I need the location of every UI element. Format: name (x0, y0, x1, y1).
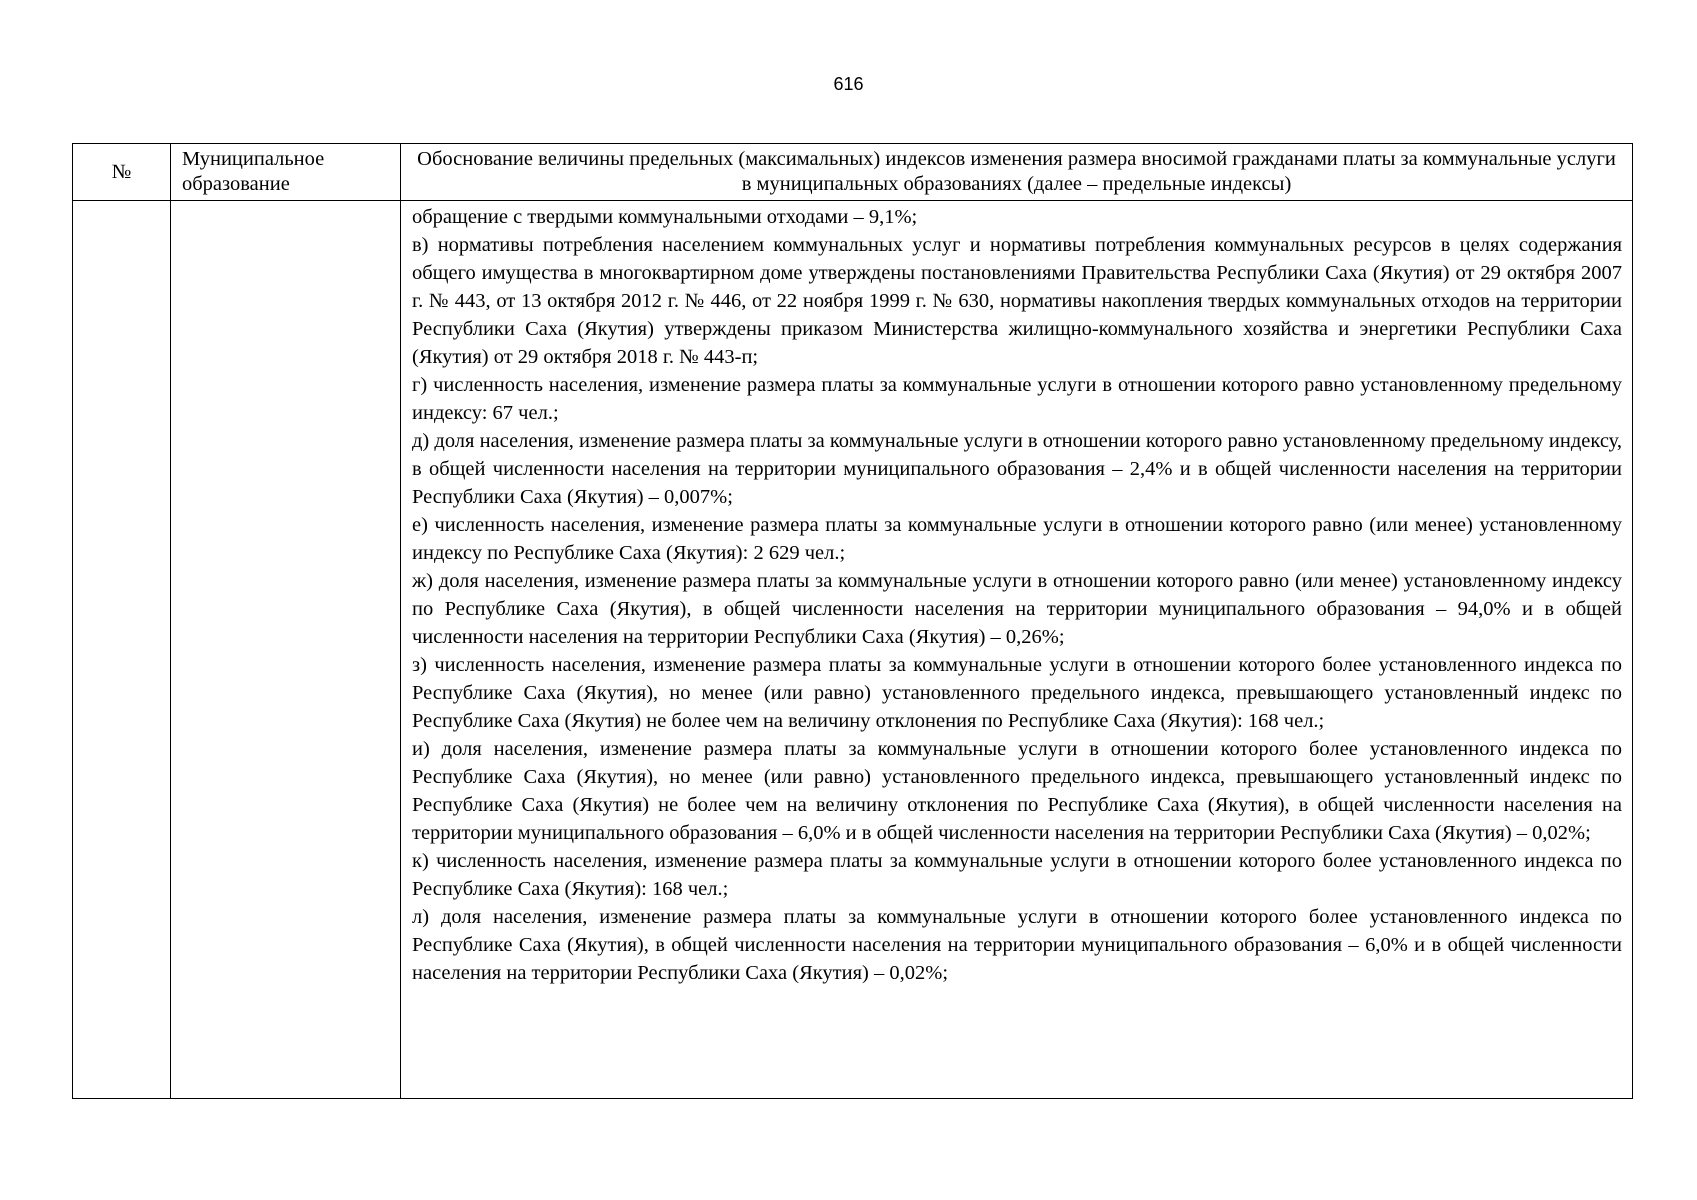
table-header-row (73, 144, 1633, 201)
paragraph: г) численность населения, изменение размера платы за коммунальные услуги в отношении которого равно установленному предельному индексу: 67 чел.; (412, 374, 1622, 424)
cell-municipality (171, 201, 401, 1099)
header-number: № (73, 144, 171, 201)
page-number: 616 (833, 74, 864, 94)
paragraph: з) численность населения, изменение размера платы за коммунальные услуги в отношении которого более установленного индекса по Республике Саха (Якутия), но менее (или равно) установленного предельного индекса, превышающего установленный индекс по Республике Саха (Якутия) не более чем на величину отклонения по Республике Саха (Якутия): 168 чел.; (412, 654, 1622, 732)
rationale-table (72, 143, 1633, 1099)
header-municipality: Муниципальное образование (171, 144, 401, 201)
paragraph: л) доля населения, изменение размера платы за коммунальные услуги в отношении которого более установленного индекса по Республике Саха (Якутия), в общей численности населения на территории муниципального образования – 6,0% и в общей численности населения на территории Республики Саха (Якутия) – 0,02%; (412, 906, 1622, 984)
cell-number (73, 201, 171, 1099)
paragraph: ж) доля населения, изменение размера платы за коммунальные услуги в отношении которого равно (или менее) установленному индексу по Республике Саха (Якутия), в общей численности населения на территории муниципального образования – 94,0% и в общей численности населения на территории Республики Саха (Якутия) – 0,26%; (412, 570, 1622, 648)
paragraph: в) нормативы потребления населением коммунальных услуг и нормативы потребления коммунальных ресурсов в целях содержания общего имущества в многоквартирном доме утверждены постановлениями Правительства Республики Саха (Якутия) от 29 октября 2007 г. № 443, от 13 октября 2012 г. № 446, от 22 ноября 1999 г. № 630, нормативы накопления твердых коммунальных отходов на территории Республики Саха (Якутия) утверждены приказом Министерства жилищно-коммунального хозяйства и энергетики Республики Саха (Якутия) от 29 октября 2018 г. № 443-п; (412, 234, 1622, 368)
cell-rationale (401, 201, 1633, 1099)
header-rationale: Обоснование величины предельных (максимальных) индексов изменения размера вносимой гражданами платы за коммунальные услуги в муниципальных образованиях (далее – предельные индексы) (401, 144, 1633, 201)
table-row (73, 201, 1633, 1099)
paragraph: к) численность населения, изменение размера платы за коммунальные услуги в отношении которого более установленного индекса по Республике Саха (Якутия): 168 чел.; (412, 850, 1622, 900)
paragraph: д) доля населения, изменение размера платы за коммунальные услуги в отношении которого равно установленному предельному индексу, в общей численности населения на территории муниципального образования – 2,4% и в общей численности населения на территории Республики Саха (Якутия) – 0,007%; (412, 430, 1622, 508)
paragraph: е) численность населения, изменение размера платы за коммунальные услуги в отношении которого равно (или менее) установленному индексу по Республике Саха (Якутия): 2 629 чел.; (412, 514, 1622, 564)
paragraph: и) доля населения, изменение размера платы за коммунальные услуги в отношении которого более установленного индекса по Республике Саха (Якутия), но менее (или равно) установленного предельного индекса, превышающего установленный индекс по Республике Саха (Якутия) не более чем на величину отклонения по Республике Саха (Якутия), в общей численности населения на территории муниципального образования – 6,0% и в общей численности населения на территории Республики Саха (Якутия) – 0,02%; (412, 738, 1622, 844)
paragraph: обращение с твердыми коммунальными отходами – 9,1%; (412, 206, 918, 228)
